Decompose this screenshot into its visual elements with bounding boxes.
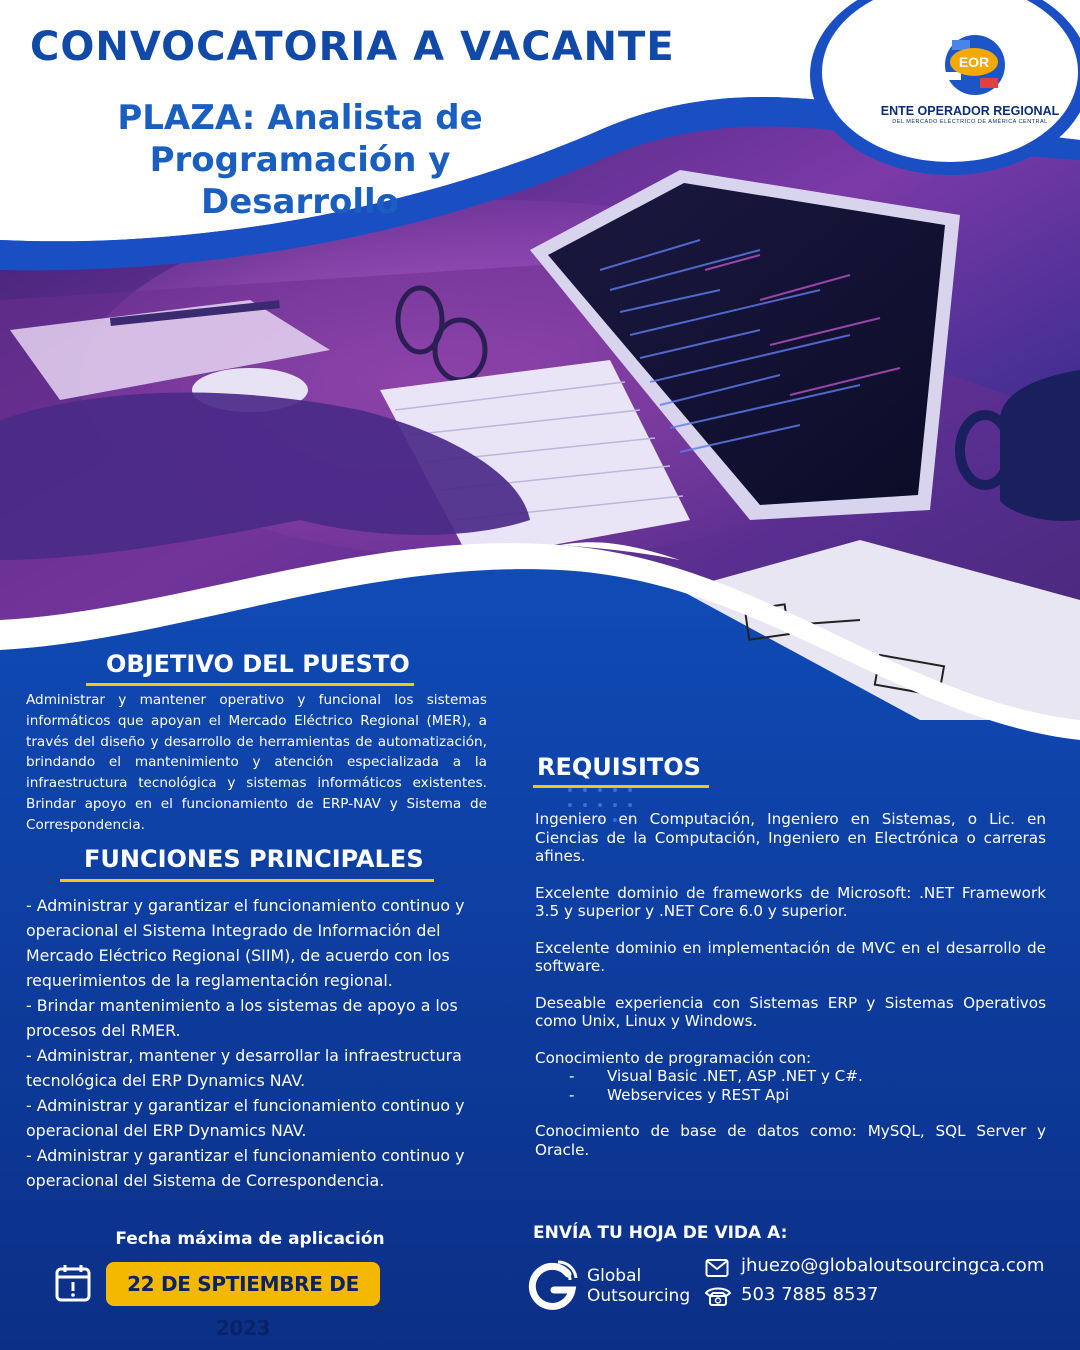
company-name-line-2: Outsourcing (587, 1286, 691, 1306)
logo-name: ENTE OPERADOR REGIONAL (880, 104, 1060, 118)
company-name (587, 1266, 690, 1306)
phone-icon (704, 1285, 732, 1307)
requisito-item: Conocimiento de base de datos como: MySQL, SQL Server y Oracle. (535, 1122, 1046, 1159)
company-name-line-1: Global (587, 1266, 642, 1286)
global-outsourcing-logo (526, 1260, 578, 1312)
requisito-item: Excelente dominio de frameworks de Microsoft: .NET Framework 3.5 y superior y .NET Core 6.0 y superior. (535, 883, 1046, 920)
funciones-heading: FUNCIONES PRINCIPALES (84, 845, 424, 873)
requisito-item: Deseable experiencia con Sistemas ERP y Sistemas Operativos como Unix, Linux y Windows. (535, 993, 1046, 1030)
position-title (95, 97, 505, 223)
requisito-item: Conocimiento de programación con: (535, 1048, 812, 1067)
eor-badge: EOR (950, 48, 998, 76)
email-icon (705, 1258, 729, 1278)
objetivo-heading: OBJETIVO DEL PUESTO (106, 650, 410, 678)
requisitos-list (535, 810, 1046, 1177)
requisito-subitem (535, 1086, 1046, 1105)
position-title-line-3: Desarrollo (200, 182, 400, 222)
objetivo-text: Administrar y mantener operativo y funcional los sistemas informáticos que apoyan el Mercado Eléctrico Regional (MER), a través del diseño y desarrollo de herramientas de automatización, brindando el mantenimiento y atención especializada a la infraestructura tecnológica y sistemas informáticos existentes. Brindar apoyo en el funcionamiento de ERP-NAV y Sistema de Correspondencia. (26, 692, 487, 833)
contacto-heading: ENVÍA TU HOJA DE VIDA A: (533, 1223, 788, 1243)
poster-title: CONVOCATORIA A VACANTE (30, 24, 675, 70)
requisito-item: Excelente dominio en implementación de MVC en el desarrollo de software. (535, 938, 1046, 975)
funcion-item: - Administrar y garantizar el funcionamiento continuo y operacional del ERP Dynamics NAV. (26, 1096, 465, 1140)
funciones-list (26, 893, 503, 1193)
funcion-item: - Administrar y garantizar el funcionamiento continuo y operacional del Sistema de Correspondencia. (26, 1146, 465, 1190)
position-title-line-1: PLAZA: Analista de (117, 98, 483, 138)
funciones-underline (60, 879, 434, 882)
requisitos-underline (533, 785, 709, 788)
requisito-subitem (535, 1067, 1046, 1086)
subitem-dash: - (569, 1067, 575, 1085)
funcion-item: - Brindar mantenimiento a los sistemas de apoyo a los procesos del RMER. (26, 996, 458, 1040)
logo-subtitle: DEL MERCADO ELÉCTRICO DE AMÉRICA CENTRAL (892, 119, 1048, 125)
fecha-date-badge: 22 DE SPTIEMBRE DE 2023 (106, 1262, 380, 1306)
funcion-item: - Administrar y garantizar el funcionamiento continuo y operacional el Sistema Integrado de Información del Mercado Eléctrico Regional (SIIM), de acuerdo con los requerimientos de la reglamentación regional. (26, 896, 465, 990)
fecha-label: Fecha máxima de aplicación (115, 1229, 385, 1249)
requisito-item: Ingeniero en Computación, Ingeniero en Sistemas, o Lic. en Ciencias de la Computación, Ingeniero en Electrónica o carreras afines. (535, 810, 1046, 865)
funcion-item: - Administrar, mantener y desarrollar la infraestructura tecnológica del ERP Dynamics NAV. (26, 1046, 462, 1090)
requisitos-heading: REQUISITOS (537, 753, 701, 781)
objetivo-underline (86, 683, 414, 686)
subitem-text: Webservices y REST Api (607, 1085, 790, 1104)
calendar-icon (54, 1263, 92, 1303)
position-title-line-2: Programación y (149, 140, 451, 180)
contact-phone[interactable]: 503 7885 8537 (741, 1284, 879, 1305)
subitem-dash: - (569, 1085, 575, 1104)
contact-email[interactable]: jhuezo@globaloutsourcingca.com (741, 1255, 1045, 1276)
subitem-text: Visual Basic .NET, ASP .NET y C#. (607, 1067, 863, 1085)
